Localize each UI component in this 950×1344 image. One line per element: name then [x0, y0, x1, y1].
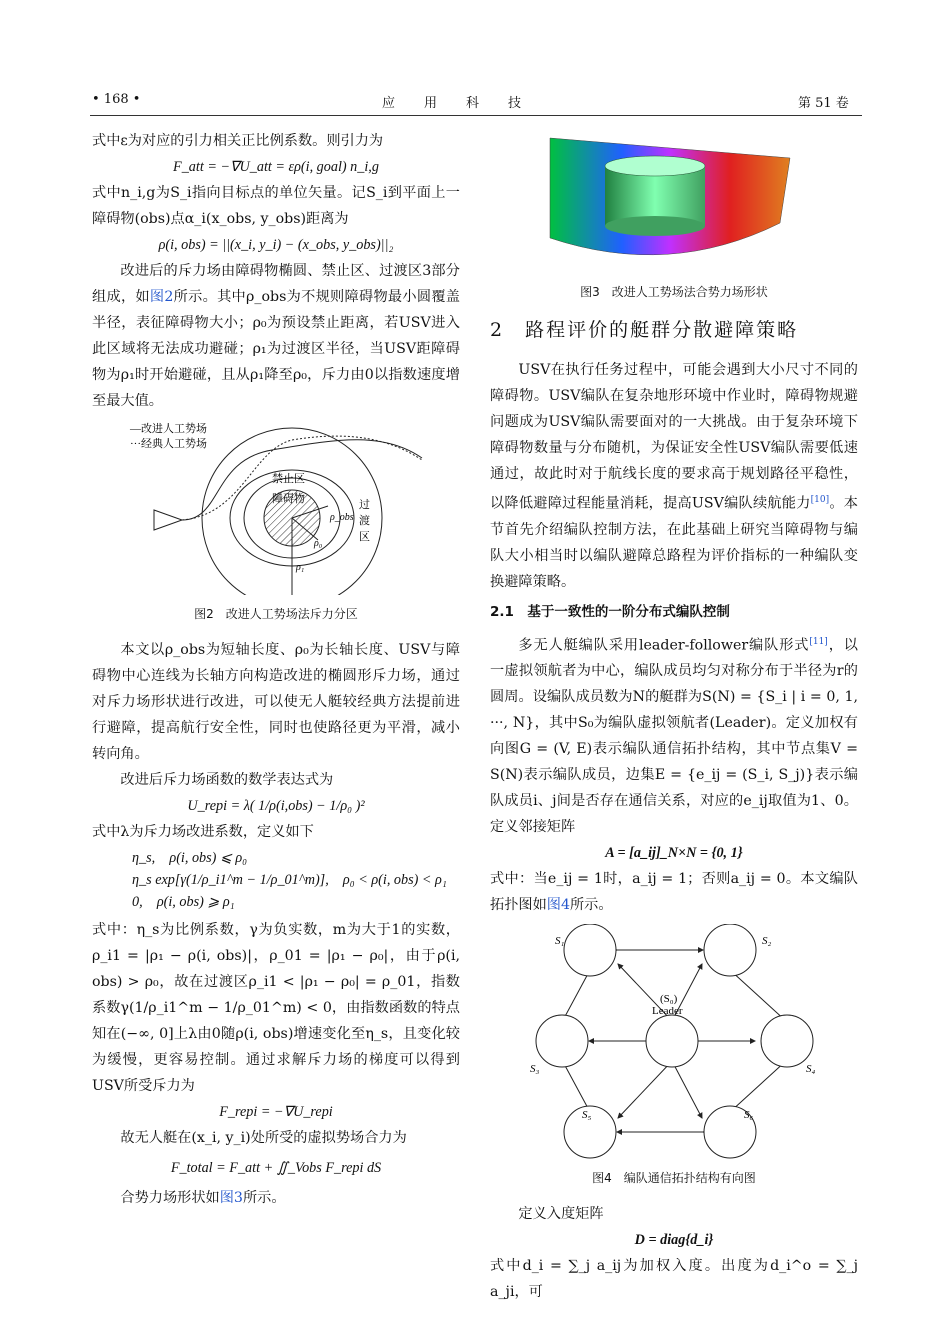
- node-s3: [536, 1015, 588, 1067]
- paragraph: USV在执行任务过程中，可能会遇到大小尺寸不同的障碍物。USV编队在复杂地形环境中作业时，障碍物规避问题成为USV编队需要面对的一大挑战。由于复杂环境下障碍物数量与分布随机，为保证安全性USV编队需要低速通过，故此时对于航线长度的要求高于规划路径平稳性，以降低避障过程能量消耗，提高USV编队续航能力[10]。本节首先介绍编队控制方法，在此基础上研究当障碍物与编队大小相当时以编队避障总路程为评价指标的一种编队变换避障策略。: [490, 362, 858, 590]
- cylinder-base: [605, 216, 705, 236]
- paragraph: 故无人艇在(x_i, y_i)处所受的虚拟势场合力为: [120, 1130, 407, 1146]
- node-s0: [646, 1015, 698, 1067]
- figure-2-caption: 图2 改进人工势场法斥力分区: [194, 607, 358, 621]
- journal-name: 应 用 科 技: [382, 96, 523, 111]
- figure-4-caption: 图4 编队通信拓扑结构有向图: [592, 1171, 756, 1186]
- figure-4-graph: [490, 924, 858, 1159]
- label-s2: S₂: [762, 935, 772, 948]
- equation-total-force: F_total = F_att + ∬_Vobs F_repi dS: [170, 1160, 382, 1176]
- transition-label-3: 区: [359, 531, 370, 543]
- cylinder-top: [605, 156, 705, 176]
- paragraph: 式中n_i,g为S_i指向目标点的单位矢量。记S_i到平面上一障碍物(obs)点α_i(x_obs, y_obs)距离为: [92, 185, 460, 227]
- legend-classic: ···经典人工势场: [130, 438, 207, 450]
- page-number: • 168 •: [92, 92, 141, 107]
- section-heading: 2 路程评价的艇群分散避障策略: [490, 319, 799, 341]
- right-column: [490, 128, 858, 1305]
- transition-label-1: 过: [359, 499, 370, 511]
- subsection-heading: 2.1 基于一致性的一阶分布式编队控制: [490, 603, 730, 620]
- equation-distance: ρ(i, obs) = ||(x_i, y_i) − (x_obs, y_obs)||₂: [158, 237, 394, 253]
- paragraph: 式中ε为对应的引力相关正比例系数。则引力为: [92, 133, 384, 149]
- figure-2-diagram: [92, 420, 460, 595]
- label-s1: S₁: [555, 935, 565, 948]
- citation-link[interactable]: [11]: [809, 636, 828, 647]
- node-s4: [761, 1015, 813, 1067]
- paragraph: 式中：η_s为比例系数，γ为负实数，m为大于1的实数，ρ_i1 = |ρ₁ − ρ(i, obs)|，ρ_01 = |ρ₁ − ρ₀|，由于ρ(i, obs) > ρ₀，故在过渡区ρ_i1 < |ρ₁ − ρ₀| = ρ_01，指数系数γ(1/ρ_i1^m − 1/ρ_01^m) < 0，由指数函数的特点知在(−∞, 0]上λ由0随ρ(i, obs)增速变化至η_s，且变化较为缓慢，更容易控制。通过求解斥力场的梯度可以得到USV所受斥力为: [92, 922, 460, 1094]
- citation-link[interactable]: [10]: [810, 495, 830, 505]
- label-s0: (S₀): [660, 993, 678, 1006]
- paragraph: 式中：当e_ij = 1时，a_ij = 1；否则a_ij = 0。本文编队拓扑图如图4所示。: [490, 871, 858, 914]
- equation-lambda-cases: η_s, ρ(i, obs) ⩽ ρ₀ η_s exp[γ(1/ρ_i1^m − 1/ρ_01^m)], ρ₀ < ρ(i, obs) < ρ₁ 0, ρ(i, obs) ⩾ ρ₁: [132, 850, 447, 910]
- left-column: [92, 128, 460, 1211]
- transition-label-2: 渡: [359, 515, 370, 527]
- equation-adjacency: A = [a_ij]_N×N = {0, 1}: [605, 845, 743, 862]
- figure-link[interactable]: 图4: [546, 897, 570, 914]
- node-s2: [704, 924, 756, 976]
- paragraph: 多无人艇编队采用leader-follower编队形式[11]，以一虚拟领航者为中心，编队成员均匀对称分布于半径为r的圆周。设编队成员数为N的艇群为S(N) = {S_i | i = 0, 1, ···, N}，其中S₀为编队虚拟领航者(Leader)。定义加权有向图G = (V, E)表示编队通信拓扑结构，其中节点集V = S(N)表示编队成员，边集E = {e_ij = (S_i, S_j)}表示编队成员i、j间是否存在通信关系，对应的e_ij取值为1、0。定义邻接矩阵: [490, 636, 858, 836]
- paragraph: 改进后的斥力场由障碍物椭圆、禁止区、过渡区3部分组成，如图2所示。其中ρ_obs为不规则障碍物最小圆覆盖半径，表征障碍物大小；ρ₀为预设禁止距离，若USV进入此区域将无法成功避碰；ρ₁为过渡区半径，当USV距障碍物为ρ₁时开始避碰，且从ρ₁降至ρ₀，斥力由0以指数速度增至最大值。: [92, 263, 460, 409]
- node-s1: [564, 924, 616, 976]
- label-leader: Leader: [652, 1005, 683, 1018]
- header-rule: [90, 115, 862, 116]
- usv-icon: [154, 510, 182, 530]
- paragraph: 合势力场形状如图3所示。: [120, 1190, 286, 1206]
- rho0-label: ρ₀: [314, 538, 323, 549]
- figure-3-surface: [490, 128, 858, 273]
- rho-obs-label: ρ_obs: [330, 512, 354, 523]
- paragraph: 定义入度矩阵: [518, 1206, 604, 1223]
- paragraph: 式中λ为斥力场改进系数，定义如下: [92, 824, 314, 840]
- equation-repulsion: U_repi = λ( 1/ρ(i,obs) − 1/ρ₀ )²: [187, 798, 365, 814]
- volume-label: 第 51 卷: [798, 96, 849, 111]
- equation-attraction: F_att = −∇U_att = ερ(i, goal) n_i,g: [173, 159, 379, 175]
- rho1-label: ρ₁: [296, 562, 305, 573]
- paragraph: 式中d_i = ∑_j a_ij为加权入度。出度为d_i^o = ∑_j a_ji，可: [490, 1258, 858, 1301]
- equation-degree-matrix: D = diag{d_i}: [634, 1232, 714, 1249]
- paragraph: 改进后斥力场函数的数学表达式为: [120, 772, 334, 788]
- equation-repulsive-force: F_repi = −∇U_repi: [219, 1104, 333, 1120]
- label-s6: S₆: [744, 1109, 754, 1122]
- figure-3-caption: 图3 改进人工势场法合势力场形状: [580, 285, 768, 299]
- obstacle-label: 障碍物: [272, 493, 305, 505]
- label-s4: S₄: [806, 1063, 816, 1076]
- legend-improved: —改进人工势场: [130, 423, 207, 435]
- label-s5: S₅: [582, 1109, 592, 1122]
- paragraph: 本文以ρ_obs为短轴长度、ρ₀为长轴长度、USV与障碍物中心连线为长轴方向构造改进的椭圆形斥力场，通过对斥力场形状进行改进，可以使无人艇较经典方法提前进行避障，提高航行安全性，同时也使路径更为平滑，减小转向角。: [92, 642, 460, 762]
- label-s3: S₃: [530, 1063, 540, 1076]
- figure-link[interactable]: 图3: [219, 1190, 243, 1206]
- forbidden-label: 禁止区: [272, 473, 305, 485]
- figure-link[interactable]: 图2: [149, 289, 174, 305]
